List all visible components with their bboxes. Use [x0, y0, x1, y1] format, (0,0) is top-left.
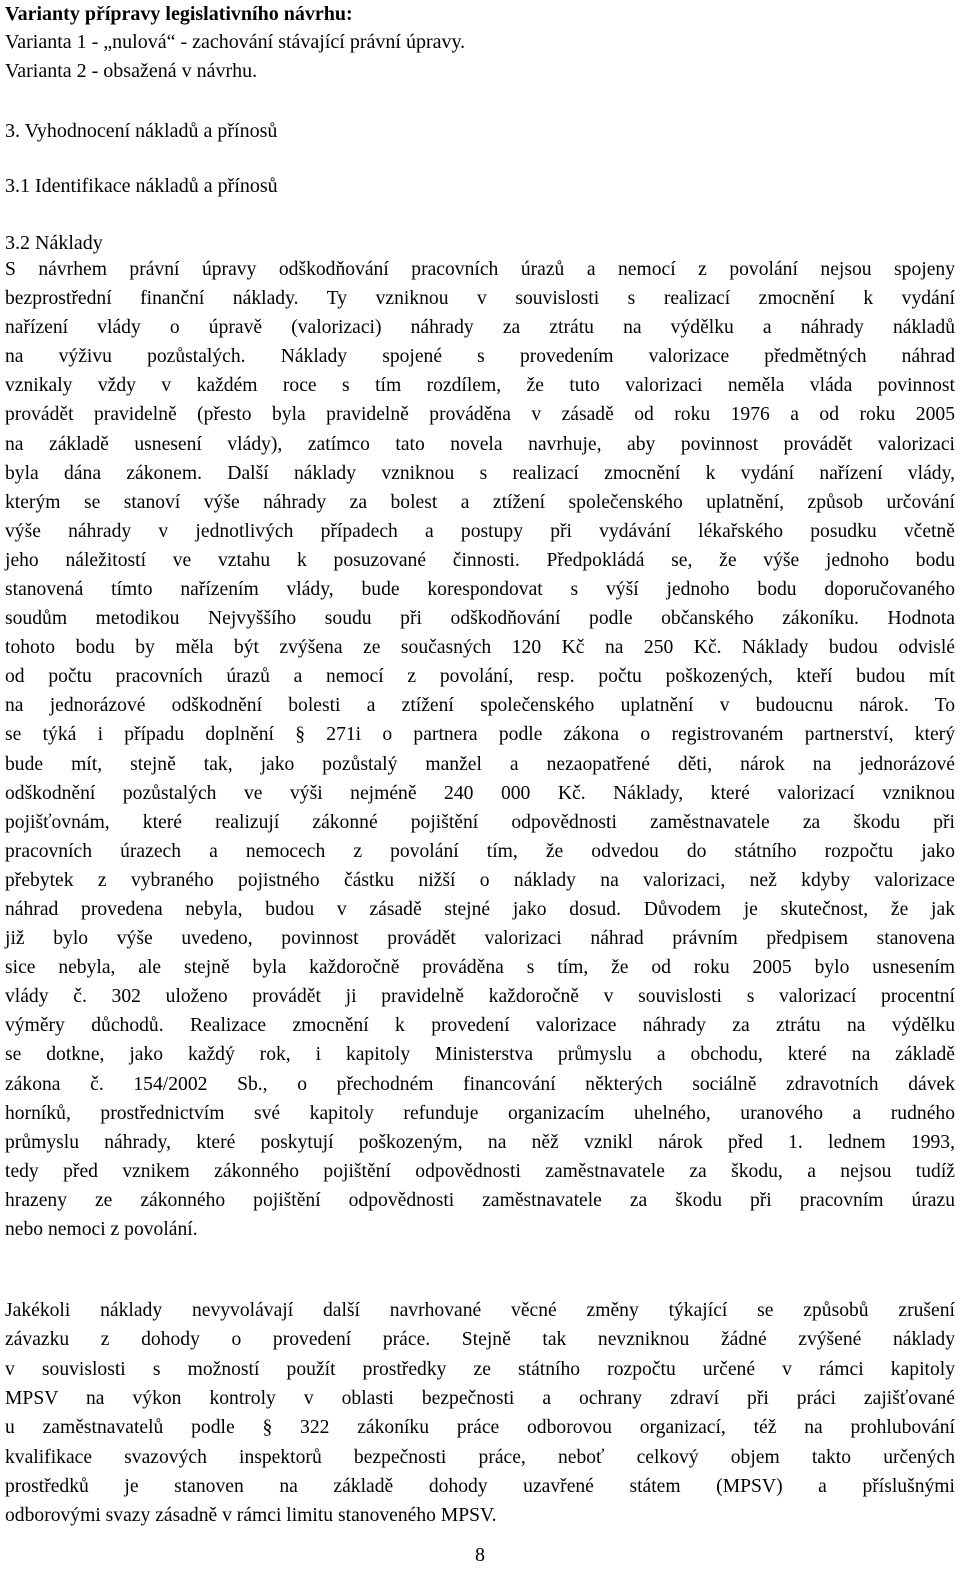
- text-line: výše náhrady v jednotlivých případech a postupy při vydávání lékařského posudku včetně: [5, 520, 955, 542]
- text-line: prostředků je stanoven na základě dohody uzavřené státem (MPSV) a příslušnými: [5, 1475, 955, 1497]
- text-line: bezprostřední finanční náklady. Ty vzniknou v souvislosti s realizací zmocnění k vydání: [5, 288, 955, 310]
- text-line: kvalifikace svazových inspektorů bezpečnosti práce, neboť celkový objem takto určených: [5, 1446, 955, 1468]
- text-line: od počtu pracovních úrazů a nemocí z povolání, resp. počtu poškozených, kteří budou mít: [5, 666, 955, 688]
- text-line: horníků, prostřednictvím své kapitoly refunduje organizacím uhelného, uranového a rudného: [5, 1102, 955, 1124]
- text-line: vlády č. 302 uloženo provádět ji pravidelně každoročně v souvislosti s valorizací procentní: [5, 986, 955, 1008]
- text-line: S návrhem právní úpravy odškodňování pracovních úrazů a nemocí z povolání nejsou spojeny: [5, 259, 955, 280]
- text-line: náhrad provedena nebyla, budou v zásadě stejné jako dosud. Důvodem je skutečnost, že jak: [5, 898, 955, 920]
- text-line: tedy před vznikem zákonného pojištění odpovědnosti zaměstnavatele za škodu, a nejsou tudíž: [5, 1160, 955, 1182]
- text-line: u zaměstnavatelů podle § 322 zákoníku práce odborovou organizací, též na prohlubování: [5, 1417, 955, 1439]
- text-line: na jednorázové odškodnění bolesti a ztížení společenského uplatnění v budoucnu nárok. To: [5, 695, 955, 717]
- text-line: provádět pravidelně (přesto byla pravidelně prováděna v zásadě od roku 1976 a od roku 2005: [5, 404, 955, 426]
- text-line: odborovými svazy zásadně v rámci limitu stanoveného MPSV.: [5, 1505, 497, 1527]
- text-line: se týká i případu doplnění § 271i o partnera podle zákona o registrovaném partnerství, který: [5, 724, 955, 746]
- text-line: Jakékoli náklady nevyvolávají další navrhované věcné změny týkající se způsobů zrušení: [5, 1300, 955, 1321]
- text-line: bude mít, stejně tak, jako pozůstalý manžel a nezaopatřené děti, nárok na jednorázové: [5, 753, 955, 775]
- text-line: přebytek z vybraného pojistného částku nižší o náklady na valorizaci, než kdyby valorizace: [5, 869, 955, 891]
- text-line: průmyslu náhrady, které poskytují poškozeným, na něž vznikl nárok před 1. lednem 1993,: [5, 1131, 955, 1153]
- text-line: vznikaly vždy v každém roce s tím rozdílem, že tuto valorizaci neměla vláda povinnost: [5, 375, 955, 397]
- section-3-2-heading: 3.2 Náklady: [5, 232, 103, 254]
- page-number: 8: [475, 1544, 485, 1566]
- text-line: hrazeny ze zákonného pojištění odpovědnosti zaměstnavatele za škodu při pracovním úrazu: [5, 1189, 955, 1211]
- text-line: pracovních úrazech a nemocech z povolání tím, že odvedou do státního rozpočtu jako: [5, 840, 955, 862]
- text-line: byla dána zákonem. Další náklady vzniknou s realizací zmocnění k vydání nařízení vlády,: [5, 462, 955, 484]
- text-line: odškodnění pozůstalých ve výši nejméně 240 000 Kč. Náklady, které valorizací vzniknou: [5, 782, 955, 804]
- text-line: na výživu pozůstalých. Náklady spojené s provedením valorizace předmětných náhrad: [5, 346, 955, 368]
- text-line: sice nebyla, ale stejně byla každoročně prováděna s tím, že od roku 2005 bylo usnesením: [5, 957, 955, 979]
- section-3-heading: 3. Vyhodnocení nákladů a přínosů: [5, 120, 278, 142]
- text-line: pojišťovnám, které realizují zákonné pojištění odpovědnosti zaměstnavatele za škodu při: [5, 811, 955, 833]
- text-line: se dotkne, jako každý rok, i kapitoly Ministerstva průmyslu a obchodu, které na základě: [5, 1044, 955, 1066]
- text-line: závazku z dohody o provedení práce. Stejně tak nevzniknou žádné zvýšené náklady: [5, 1329, 955, 1351]
- text-line: na základě usnesení vlády), zatímco tato novela navrhuje, aby povinnost provádět valorizaci: [5, 433, 955, 455]
- text-line: tohoto bodu by měla být zvýšena ze současných 120 Kč na 250 Kč. Náklady budou odvislé: [5, 637, 955, 659]
- text-line: MPSV na výkon kontroly v oblasti bezpečnosti a ochrany zdraví při práci zajišťované: [5, 1387, 955, 1409]
- text-line: výměry důchodů. Realizace zmocnění k provedení valorizace náhrady za ztrátu na výdělku: [5, 1015, 955, 1037]
- text-line: stanovená tímto nařízením vlády, bude korespondovat s výší jednoho bodu doporučovaného: [5, 578, 955, 600]
- text-line: v souvislosti s možností použít prostředky ze státního rozpočtu určené v rámci kapitoly: [5, 1358, 955, 1380]
- section-3-1-heading: 3.1 Identifikace nákladů a přínosů: [5, 175, 278, 197]
- text-line: jeho náležitostí ve vztahu k posuzované činnosti. Předpokládá se, že výše jednoho bodu: [5, 549, 955, 571]
- text-line: nařízení vlády o úpravě (valorizaci) náhrady za ztrátu na výdělku a náhrady nákladů: [5, 317, 955, 339]
- text-line: zákona č. 154/2002 Sb., o přechodném financování některých sociálně zdravotních dávek: [5, 1073, 955, 1095]
- variant-1: Varianta 1 - „nulová“ - zachování stávající právní úpravy.: [5, 31, 466, 53]
- text-line: nebo nemoci z povolání.: [5, 1218, 198, 1240]
- text-line: již bylo výše uvedeno, povinnost provádět valorizaci náhrad právním předpisem stanovena: [5, 928, 955, 950]
- variants-heading: Varianty přípravy legislativního návrhu:: [5, 3, 353, 25]
- text-line: kterým se stanoví výše náhrady za bolest a ztížení společenského uplatnění, způsob určování: [5, 491, 955, 513]
- variant-2: Varianta 2 - obsažená v návrhu.: [5, 60, 258, 82]
- text-line: soudům metodikou Nejvyššího soudu při odškodňování podle občanského zákoníku. Hodnota: [5, 608, 955, 630]
